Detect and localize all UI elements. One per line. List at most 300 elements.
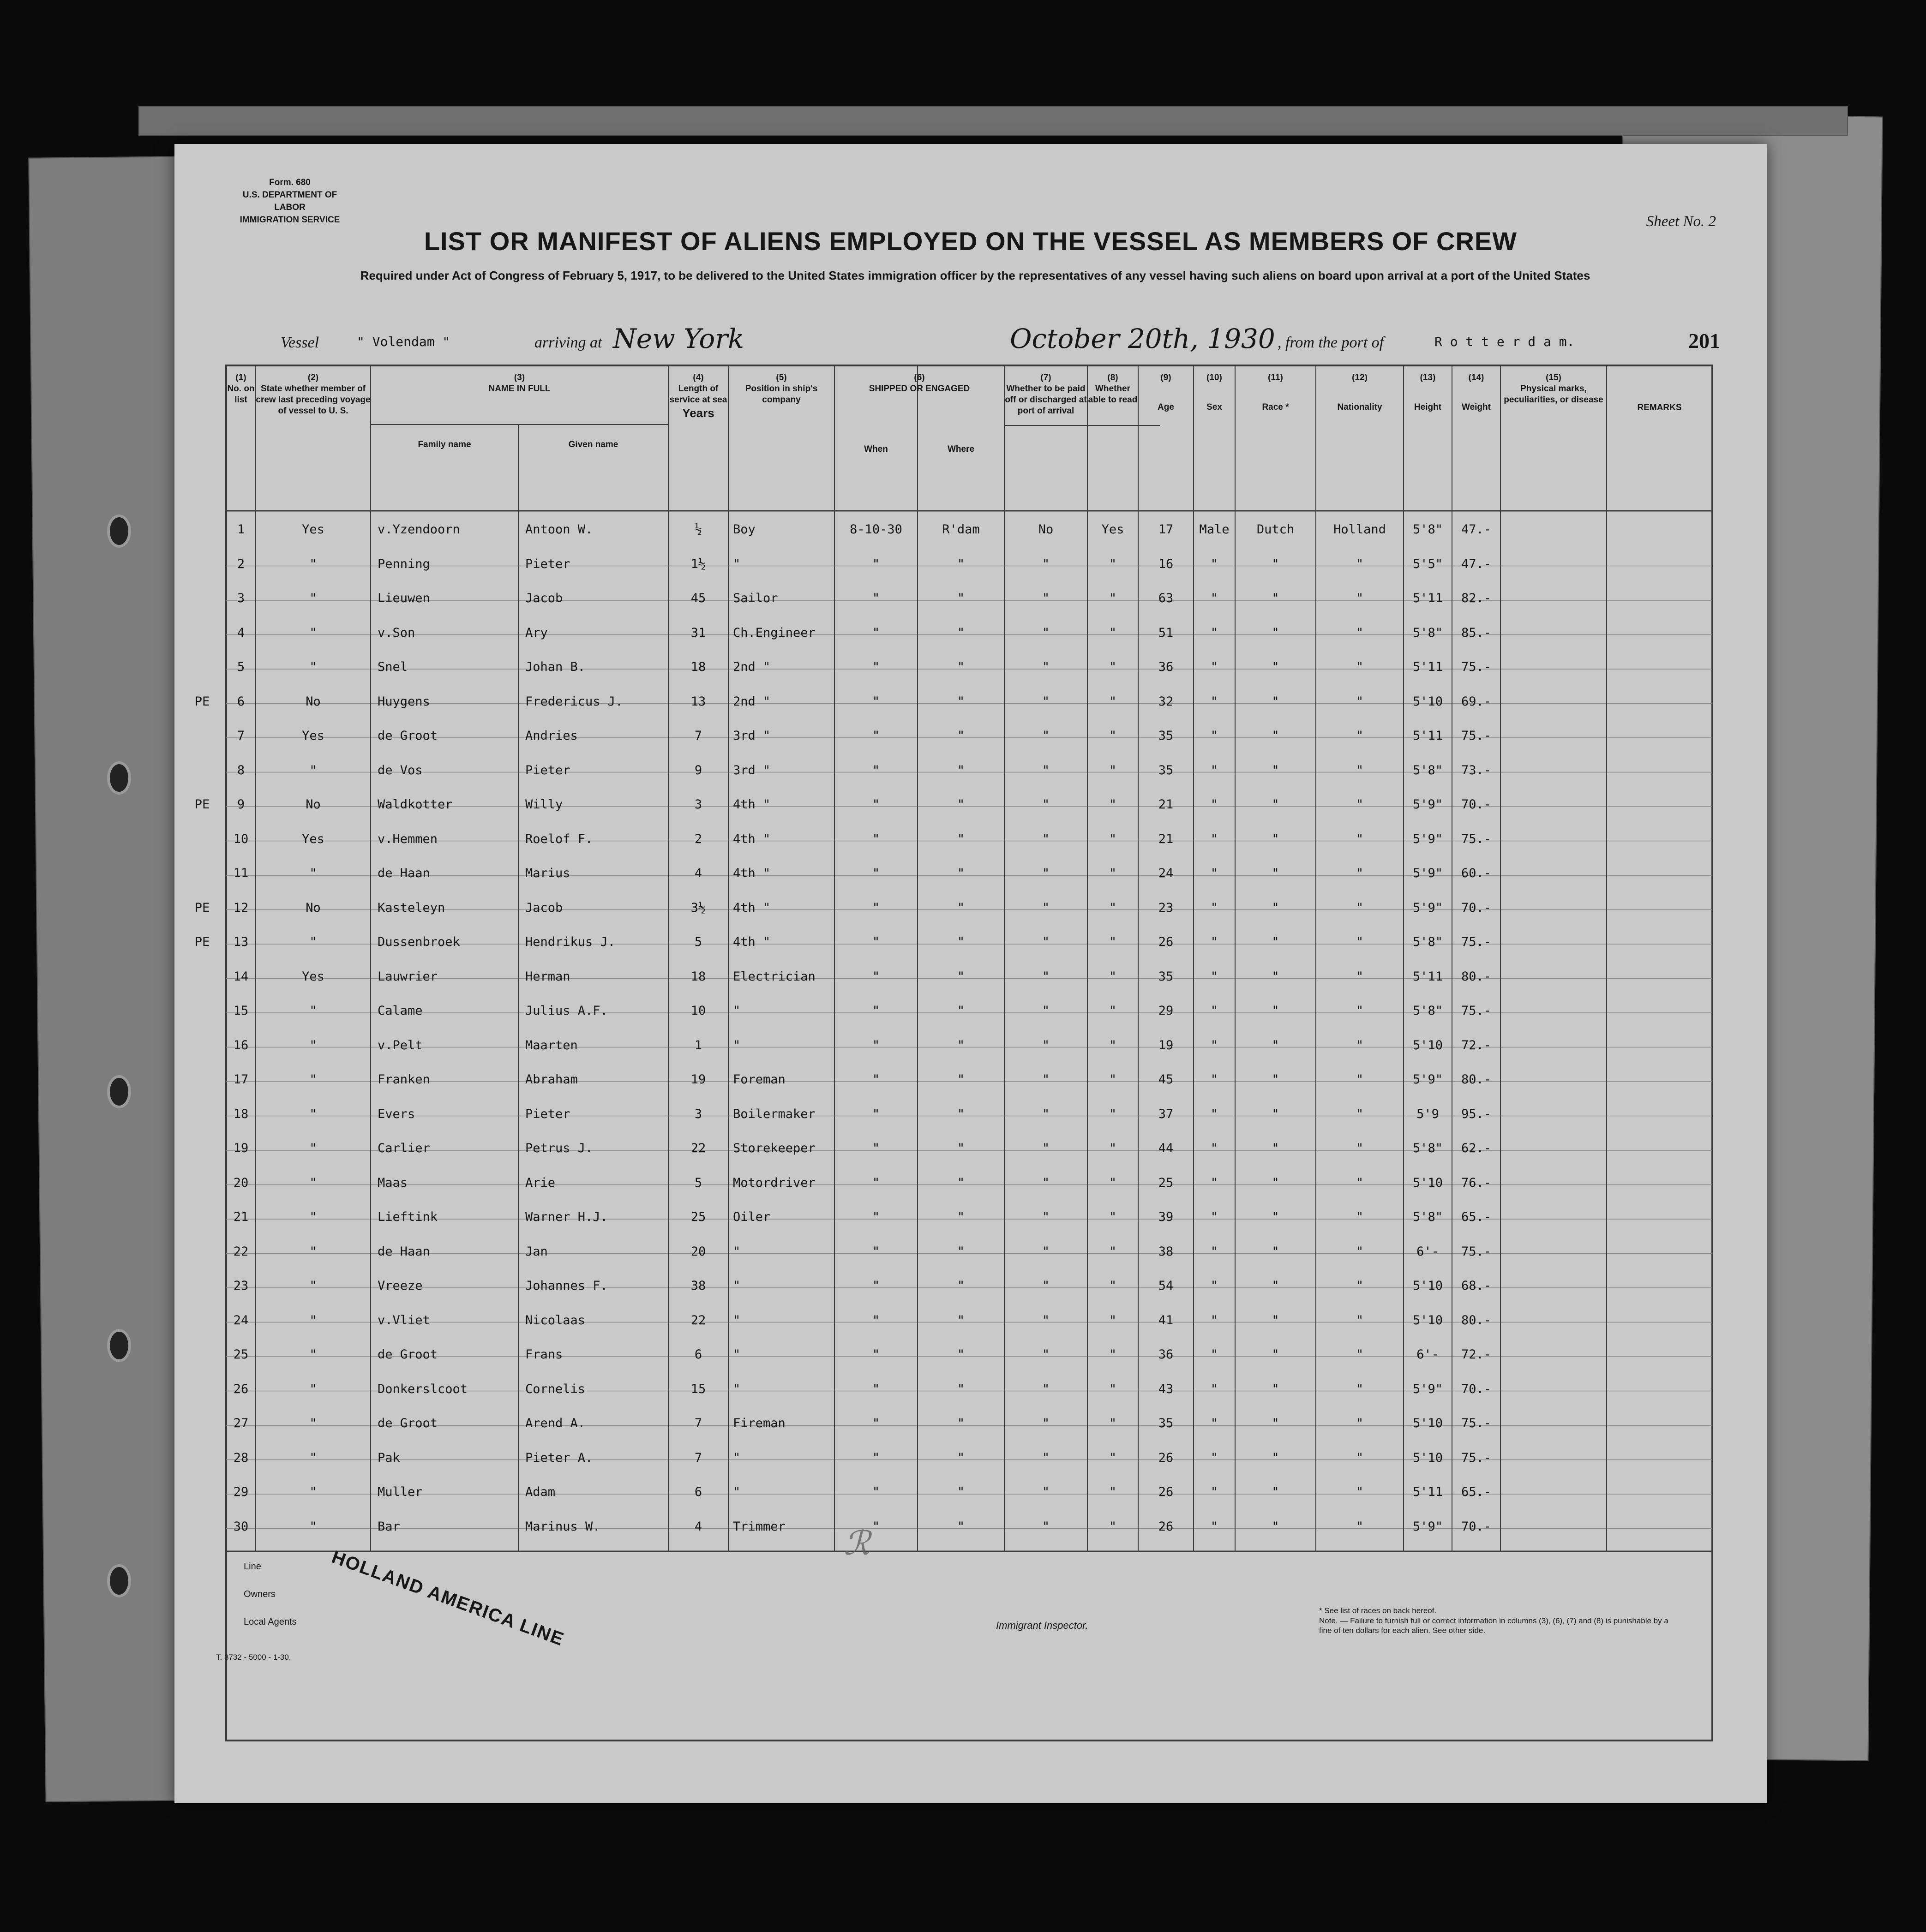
able-to-read-cell: "	[1109, 1519, 1117, 1534]
list-number-cell: 1	[237, 522, 245, 537]
height-cell: 5'11	[1412, 1485, 1443, 1499]
position-cell: 2nd "	[733, 694, 771, 709]
shipped-where-cell: R'dam	[942, 522, 980, 537]
years-service-cell: 6	[694, 1347, 702, 1362]
list-number-cell: 23	[233, 1279, 249, 1293]
position-cell: "	[733, 1038, 741, 1053]
given-name-cell: Fredericus J.	[525, 694, 623, 709]
header-col10: (10) Sex	[1206, 373, 1222, 412]
sex-cell: "	[1210, 1141, 1218, 1155]
height-cell: 5'9"	[1412, 900, 1443, 915]
age-cell: 63	[1158, 591, 1174, 605]
family-name-cell: Franken	[378, 1072, 430, 1087]
weight-cell: 68.-	[1461, 1279, 1492, 1293]
shipped-where-cell: "	[957, 660, 965, 674]
years-service-cell: 2	[694, 831, 702, 846]
sex-cell: "	[1210, 831, 1218, 846]
weight-cell: 69.-	[1461, 694, 1492, 709]
given-name-cell: Marius	[525, 866, 570, 880]
age-cell: 26	[1158, 1485, 1174, 1499]
paid-off-cell: "	[1042, 900, 1050, 915]
family-name-cell: Evers	[378, 1107, 415, 1121]
years-service-cell: 3	[694, 1107, 702, 1121]
nationality-cell: "	[1356, 556, 1364, 571]
years-service-cell: 7	[694, 729, 702, 743]
age-cell: 36	[1158, 1347, 1174, 1362]
weight-cell: 47.-	[1461, 556, 1492, 571]
header-col15: (15) Physical marks, peculiarities, or disease	[1504, 373, 1603, 405]
previous-voyage-cell: "	[309, 556, 317, 571]
years-service-cell: 15	[690, 1382, 706, 1396]
shipped-when-cell: "	[872, 591, 880, 605]
background-page-top	[138, 106, 1848, 136]
given-name-cell: Johan B.	[525, 660, 586, 674]
weight-cell: 80.-	[1461, 1072, 1492, 1087]
paid-off-cell: "	[1042, 1175, 1050, 1190]
previous-voyage-cell: "	[309, 1004, 317, 1018]
given-name-cell: Petrus J.	[525, 1141, 593, 1155]
paid-off-cell: "	[1042, 935, 1050, 949]
paid-off-cell: "	[1042, 1416, 1050, 1430]
height-cell: 5'11	[1412, 660, 1443, 674]
previous-voyage-cell: "	[309, 1279, 317, 1293]
shipped-when-cell: "	[872, 1210, 880, 1224]
race-cell: "	[1272, 1450, 1279, 1465]
family-name-cell: Muller	[378, 1485, 423, 1499]
shipped-when-cell: "	[872, 694, 880, 709]
weight-cell: 76.-	[1461, 1175, 1492, 1190]
height-cell: 5'9	[1416, 1107, 1439, 1121]
height-cell: 5'9"	[1412, 831, 1443, 846]
position-cell: Electrician	[733, 969, 816, 984]
shipped-when-cell: "	[872, 1175, 880, 1190]
shipped-where-cell: "	[957, 556, 965, 571]
nationality-cell: "	[1356, 660, 1364, 674]
list-number-cell: 14	[233, 969, 249, 984]
height-cell: 5'11	[1412, 729, 1443, 743]
header-col11: (11) Race *	[1262, 373, 1289, 412]
able-to-read-cell: "	[1109, 1382, 1117, 1396]
shipped-where-cell: "	[957, 1210, 965, 1224]
header-col4: (4) Length of service at sea Years	[669, 373, 727, 420]
sex-cell: "	[1210, 1519, 1218, 1534]
race-cell: "	[1272, 1210, 1279, 1224]
paid-off-cell: "	[1042, 1141, 1050, 1155]
paid-off-cell: "	[1042, 1450, 1050, 1465]
race-cell: "	[1272, 831, 1279, 846]
age-cell: 26	[1158, 1519, 1174, 1534]
previous-voyage-cell: "	[309, 591, 317, 605]
header-col14: (14) Weight	[1462, 373, 1491, 412]
nationality-cell: "	[1356, 1519, 1364, 1534]
able-to-read-cell: "	[1109, 1141, 1117, 1155]
weight-cell: 70.-	[1461, 900, 1492, 915]
weight-cell: 70.-	[1461, 797, 1492, 812]
nationality-cell: "	[1356, 1141, 1364, 1155]
paid-off-cell: "	[1042, 1382, 1050, 1396]
years-service-cell: 9	[694, 763, 702, 778]
shipped-where-cell: "	[957, 1175, 965, 1190]
family-name-cell: Bar	[378, 1519, 400, 1534]
shipped-where-cell: "	[957, 797, 965, 812]
sex-cell: "	[1210, 763, 1218, 778]
previous-voyage-cell: Yes	[302, 969, 324, 984]
position-cell: Sailor	[733, 591, 778, 605]
given-name-cell: Julius A.F.	[525, 1004, 608, 1018]
shipped-when-cell: "	[872, 1141, 880, 1155]
shipped-when-cell: "	[872, 1072, 880, 1087]
paid-off-cell: "	[1042, 1485, 1050, 1499]
family-name-cell: de Groot	[378, 1416, 438, 1430]
binder-hole	[107, 1329, 131, 1362]
height-cell: 5'10	[1412, 1038, 1443, 1053]
paid-off-cell: "	[1042, 1313, 1050, 1328]
binder-hole	[107, 1564, 131, 1597]
local-agents-label: Local Agents	[244, 1617, 297, 1627]
weight-cell: 85.-	[1461, 625, 1492, 640]
nationality-cell: "	[1356, 1416, 1364, 1430]
previous-voyage-cell: "	[309, 866, 317, 880]
years-service-cell: 1½	[690, 556, 706, 571]
previous-voyage-cell: "	[309, 1450, 317, 1465]
race-cell: "	[1272, 1279, 1279, 1293]
shipped-when-cell: "	[872, 1485, 880, 1499]
sex-cell: "	[1210, 1004, 1218, 1018]
sex-cell: "	[1210, 729, 1218, 743]
position-cell: Ch.Engineer	[733, 625, 816, 640]
list-number-cell: 7	[237, 729, 245, 743]
sex-cell: "	[1210, 556, 1218, 571]
form-code: T. 3732 - 5000 - 1-30.	[216, 1653, 291, 1662]
position-cell: "	[733, 1004, 741, 1018]
years-service-cell: 6	[694, 1485, 702, 1499]
paid-off-cell: No	[1038, 522, 1054, 537]
header-col2: (2) State whether member of crew last preceding voyage of vessel to U. S.	[256, 373, 371, 416]
shipped-when-cell: "	[872, 1519, 880, 1534]
height-cell: 5'10	[1412, 1416, 1443, 1430]
years-service-cell: 5	[694, 1175, 702, 1190]
nationality-cell: "	[1356, 1210, 1364, 1224]
weight-cell: 75.-	[1461, 1450, 1492, 1465]
years-service-cell: 1	[694, 1038, 702, 1053]
position-cell: "	[733, 1313, 741, 1328]
able-to-read-cell: "	[1109, 1347, 1117, 1362]
race-cell: "	[1272, 1107, 1279, 1121]
race-cell: "	[1272, 1382, 1279, 1396]
able-to-read-cell: "	[1109, 866, 1117, 880]
header-remarks: REMARKS	[1637, 403, 1682, 413]
list-number-cell: 2	[237, 556, 245, 571]
height-cell: 5'10	[1412, 1313, 1443, 1328]
position-cell: Foreman	[733, 1072, 786, 1087]
able-to-read-cell: "	[1109, 1416, 1117, 1430]
family-name-cell: Vreeze	[378, 1279, 423, 1293]
weight-cell: 65.-	[1461, 1210, 1492, 1224]
weight-cell: 73.-	[1461, 763, 1492, 778]
able-to-read-cell: "	[1109, 1107, 1117, 1121]
paid-off-cell: "	[1042, 1279, 1050, 1293]
race-cell: "	[1272, 1175, 1279, 1190]
weight-cell: 75.-	[1461, 1004, 1492, 1018]
previous-voyage-cell: "	[309, 763, 317, 778]
shipped-where-cell: "	[957, 831, 965, 846]
shipped-when-cell: "	[872, 1347, 880, 1362]
nationality-cell: "	[1356, 866, 1364, 880]
nationality-cell: "	[1356, 729, 1364, 743]
shipped-where-cell: "	[957, 1485, 965, 1499]
given-name-cell: Pieter	[525, 556, 570, 571]
shipped-where-cell: "	[957, 1450, 965, 1465]
given-name-cell: Ary	[525, 625, 548, 640]
list-number-cell: 24	[233, 1313, 249, 1328]
height-cell: 6'-	[1416, 1244, 1439, 1259]
shipped-where-cell: "	[957, 694, 965, 709]
sex-cell: "	[1210, 1175, 1218, 1190]
shipped-where-cell: "	[957, 1416, 965, 1430]
nationality-cell: "	[1356, 797, 1364, 812]
binder-hole	[107, 761, 131, 795]
nationality-cell: "	[1356, 900, 1364, 915]
height-cell: 5'8"	[1412, 1004, 1443, 1018]
age-cell: 23	[1158, 900, 1174, 915]
shipped-where-cell: "	[957, 1141, 965, 1155]
list-number-cell: 28	[233, 1450, 249, 1465]
given-name-cell: Roelof F.	[525, 831, 593, 846]
position-cell: "	[733, 1450, 741, 1465]
race-cell: "	[1272, 1004, 1279, 1018]
header-col9: (9) Age	[1158, 373, 1174, 412]
nationality-cell: "	[1356, 1347, 1364, 1362]
family-name-cell: Dussenbroek	[378, 935, 460, 949]
weight-cell: 75.-	[1461, 729, 1492, 743]
race-cell: "	[1272, 1416, 1279, 1430]
height-cell: 5'8"	[1412, 1210, 1443, 1224]
race-cell: "	[1272, 763, 1279, 778]
shipped-when-cell: "	[872, 1382, 880, 1396]
nationality-cell: "	[1356, 935, 1364, 949]
years-service-cell: 7	[694, 1416, 702, 1430]
sex-cell: "	[1210, 694, 1218, 709]
previous-voyage-cell: "	[309, 1519, 317, 1534]
years-service-cell: 18	[690, 969, 706, 984]
shipped-where-cell: "	[957, 1382, 965, 1396]
shipped-when-cell: "	[872, 1107, 880, 1121]
height-cell: 5'11	[1412, 969, 1443, 984]
shipped-where-cell: "	[957, 1313, 965, 1328]
race-cell: "	[1272, 797, 1279, 812]
sex-cell: "	[1210, 935, 1218, 949]
position-cell: 4th "	[733, 831, 771, 846]
height-cell: 5'9"	[1412, 797, 1443, 812]
given-name-cell: Frans	[525, 1347, 563, 1362]
previous-voyage-cell: "	[309, 1416, 317, 1430]
from-label: , from the port of	[1278, 334, 1384, 351]
age-cell: 35	[1158, 1416, 1174, 1430]
position-cell: 3rd "	[733, 763, 771, 778]
shipped-when-cell: "	[872, 625, 880, 640]
height-cell: 5'10	[1412, 1175, 1443, 1190]
position-cell: Motordriver	[733, 1175, 816, 1190]
races-note: * See list of races on back hereof.	[1319, 1606, 1437, 1615]
previous-voyage-cell: "	[309, 1175, 317, 1190]
shipped-when-cell: "	[872, 900, 880, 915]
able-to-read-cell: "	[1109, 763, 1117, 778]
weight-cell: 80.-	[1461, 1313, 1492, 1328]
immigrant-inspector-label: Immigrant Inspector.	[996, 1620, 1088, 1631]
height-cell: 5'9"	[1412, 1382, 1443, 1396]
race-cell: "	[1272, 935, 1279, 949]
list-number-cell: 17	[233, 1072, 249, 1087]
header-col3: (3) NAME IN FULL	[488, 373, 551, 394]
list-number-cell: 25	[233, 1347, 249, 1362]
able-to-read-cell: Yes	[1101, 522, 1124, 537]
nationality-cell: "	[1356, 969, 1364, 984]
family-name-cell: Kasteleyn	[378, 900, 445, 915]
sex-cell: "	[1210, 1038, 1218, 1053]
header-where: Where	[947, 444, 975, 454]
years-service-cell: ½	[694, 522, 702, 537]
family-name-cell: de Haan	[378, 866, 430, 880]
nationality-cell: "	[1356, 1244, 1364, 1259]
shipped-where-cell: "	[957, 900, 965, 915]
shipped-where-cell: "	[957, 1107, 965, 1121]
given-name-cell: Johannes F.	[525, 1279, 608, 1293]
family-name-cell: v.Yzendoorn	[378, 522, 460, 537]
family-name-cell: de Groot	[378, 729, 438, 743]
list-number-cell: 15	[233, 1004, 249, 1018]
age-cell: 21	[1158, 797, 1174, 812]
shipped-where-cell: "	[957, 591, 965, 605]
list-number-cell: 3	[237, 591, 245, 605]
shipped-where-cell: "	[957, 729, 965, 743]
able-to-read-cell: "	[1109, 831, 1117, 846]
given-name-cell: Herman	[525, 969, 570, 984]
list-number-cell: 22	[233, 1244, 249, 1259]
race-cell: "	[1272, 900, 1279, 915]
years-service-cell: 31	[690, 625, 706, 640]
age-cell: 32	[1158, 694, 1174, 709]
able-to-read-cell: "	[1109, 556, 1117, 571]
sex-cell: "	[1210, 1210, 1218, 1224]
family-name-cell: v.Pelt	[378, 1038, 423, 1053]
able-to-read-cell: "	[1109, 1072, 1117, 1087]
years-service-cell: 22	[690, 1313, 706, 1328]
sex-cell: "	[1210, 1313, 1218, 1328]
nationality-cell: "	[1356, 1382, 1364, 1396]
paid-off-cell: "	[1042, 625, 1050, 640]
page-title: LIST OR MANIFEST OF ALIENS EMPLOYED ON THE VESSEL AS MEMBERS OF CREW	[424, 227, 1518, 256]
shipped-when-cell: "	[872, 866, 880, 880]
age-cell: 45	[1158, 1072, 1174, 1087]
able-to-read-cell: "	[1109, 694, 1117, 709]
list-number-cell: 13	[233, 935, 249, 949]
sex-cell: "	[1210, 625, 1218, 640]
owners-label: Owners	[244, 1589, 276, 1599]
previous-voyage-cell: Yes	[302, 831, 324, 846]
age-cell: 16	[1158, 556, 1174, 571]
list-number-cell: 26	[233, 1382, 249, 1396]
shipped-when-cell: "	[872, 1416, 880, 1430]
years-service-cell: 18	[690, 660, 706, 674]
age-cell: 51	[1158, 625, 1174, 640]
arrival-port: New York	[613, 323, 744, 354]
able-to-read-cell: "	[1109, 900, 1117, 915]
arrival-date: October 20th, 1930	[1010, 323, 1275, 354]
age-cell: 36	[1158, 660, 1174, 674]
given-name-cell: Cornelis	[525, 1382, 586, 1396]
age-cell: 35	[1158, 763, 1174, 778]
sex-cell: "	[1210, 797, 1218, 812]
shipped-when-cell: 8-10-30	[850, 522, 902, 537]
paid-off-cell: "	[1042, 556, 1050, 571]
header-col8: (8) Whether able to read	[1088, 373, 1138, 405]
height-cell: 5'9"	[1412, 1072, 1443, 1087]
shipped-where-cell: "	[957, 1279, 965, 1293]
years-service-cell: 4	[694, 866, 702, 880]
shipped-where-cell: "	[957, 969, 965, 984]
able-to-read-cell: "	[1109, 1004, 1117, 1018]
paid-off-cell: "	[1042, 1072, 1050, 1087]
list-number-cell: 30	[233, 1519, 249, 1534]
sex-cell: "	[1210, 1382, 1218, 1396]
able-to-read-cell: "	[1109, 1279, 1117, 1293]
paid-off-cell: "	[1042, 1210, 1050, 1224]
shipped-when-cell: "	[872, 797, 880, 812]
shipped-when-cell: "	[872, 1450, 880, 1465]
list-number-cell: 12	[233, 900, 249, 915]
weight-cell: 60.-	[1461, 866, 1492, 880]
given-name-cell: Jacob	[525, 900, 563, 915]
sex-cell: "	[1210, 866, 1218, 880]
list-number-cell: 27	[233, 1416, 249, 1430]
weight-cell: 65.-	[1461, 1485, 1492, 1499]
family-name-cell: de Vos	[378, 763, 423, 778]
previous-voyage-cell: Yes	[302, 729, 324, 743]
age-cell: 37	[1158, 1107, 1174, 1121]
height-cell: 6'-	[1416, 1347, 1439, 1362]
vessel-name: " Volendam "	[357, 334, 450, 349]
nationality-cell: "	[1356, 694, 1364, 709]
previous-voyage-cell: "	[309, 1210, 317, 1224]
given-name-cell: Arend A.	[525, 1416, 586, 1430]
family-name-cell: Waldkotter	[378, 797, 453, 812]
paid-off-cell: "	[1042, 1519, 1050, 1534]
position-cell: 3rd "	[733, 729, 771, 743]
position-cell: 2nd "	[733, 660, 771, 674]
years-service-cell: 4	[694, 1519, 702, 1534]
family-name-cell: Carlier	[378, 1141, 430, 1155]
age-cell: 25	[1158, 1175, 1174, 1190]
sex-cell: "	[1210, 1485, 1218, 1499]
age-cell: 26	[1158, 1450, 1174, 1465]
family-name-cell: Pak	[378, 1450, 400, 1465]
previous-voyage-cell: "	[309, 1347, 317, 1362]
able-to-read-cell: "	[1109, 1313, 1117, 1328]
age-cell: 43	[1158, 1382, 1174, 1396]
years-service-cell: 19	[690, 1072, 706, 1087]
position-cell: "	[733, 1347, 741, 1362]
weight-cell: 95.-	[1461, 1107, 1492, 1121]
given-name-cell: Maarten	[525, 1038, 578, 1053]
weight-cell: 75.-	[1461, 831, 1492, 846]
able-to-read-cell: "	[1109, 1210, 1117, 1224]
paid-off-cell: "	[1042, 1244, 1050, 1259]
previous-voyage-cell: "	[309, 1382, 317, 1396]
race-cell: "	[1272, 729, 1279, 743]
given-name-cell: Marinus W.	[525, 1519, 600, 1534]
years-service-cell: 20	[690, 1244, 706, 1259]
height-cell: 5'10	[1412, 694, 1443, 709]
